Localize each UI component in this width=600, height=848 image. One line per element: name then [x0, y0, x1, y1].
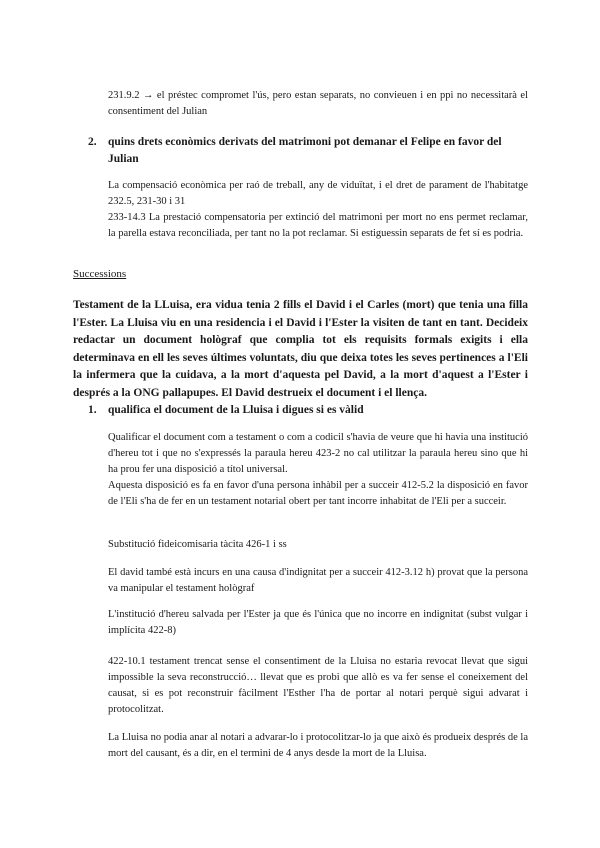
- note-231-9-2: 231.9.2 → el préstec compromet l'ús, pero estan separats, no convieuen i en ppi no necessitarà el consentiment del Julian: [108, 90, 528, 117]
- answer-paragraph-7: La Lluisa no podia anar al notari a advarar-lo i protocolitzar-lo ja que això és produeix després de la mort del causant, és a dir, en el termini de 4 anys desde la mort de la Lluisa.: [108, 732, 528, 759]
- answer-paragraph-4: El david també està incurs en una causa d'indignitat per a succeir 412-3.12 h) provat que la persona va manipular el testament hològraf: [108, 567, 528, 594]
- question-number: 1.: [88, 404, 97, 416]
- question-text: quins drets econòmics derivats del matrimoni pot demanar el Felipe en favor del Julian: [108, 136, 502, 165]
- answer-paragraph-5: L'institució d'hereu salvada per l'Ester ja que és l'única que no incorre en indignitat (subst vulgar i implícita 422-8): [108, 609, 528, 636]
- answer-2-paragraph-1: La compensació econòmica per raó de treball, any de viduïtat, i el dret de parament de l'habitatge 232.5, 231-30 i 31: [108, 180, 528, 207]
- question-number: 2.: [88, 136, 97, 148]
- section-heading: Successions: [73, 268, 127, 280]
- answer-paragraph-6: 422-10.1 testament trencat sense el consentiment de la Lluisa no estaria revocat llevat que sigui impossible la seva reconstrucció… llevat que es probi que allò es va fer sense el coneixement del causat, si es pot reconstruir fàcilment l'Esther l'ha de portar al notari perquè sigui advarat i protocolitzat.: [108, 656, 528, 715]
- answer-2-paragraph-2: 233-14.3 La prestació compensatoria per extinció del matrimoni per mort no ens permet reclamar, la parella estava reconciliada, per tant no la pot reclamar. Si estiguessin separats de fet sí es podria.: [108, 212, 528, 239]
- question-text: qualifica el document de la Lluisa i digues si es vàlid: [108, 404, 364, 416]
- answer-paragraph-2: Aquesta disposició es fa en favor d'una persona inhàbil per a succeir 412-5.2 la disposició en favor de l'Eli s'ha de fer en un testament notarial obert per tant incorre inhabitat de l'Eli per a succeir.: [108, 480, 528, 507]
- question-2: [88, 134, 528, 168]
- answer-paragraph-3: Substitució fideicomisaria tàcita 426-1 i ss: [108, 539, 287, 550]
- case-statement: Testament de la LLuisa, era vidua tenia 2 fills el David i el Carles (mort) que tenia una filla l'Ester. La Lluisa viu en una residencia i el David i l'Ester la visiten de tant en tant. Decideix redactar un document hològraf que complia tot els requisits formals exigits i ella determinava en ell les seves últimes voluntats, diu que deixa totes les seves pertinences a l'Eli la infermera que la cuidava, a la mort d'aquesta pel David, a la mort d'aquest a l'Ester i després a la ONG pallapupes. El David destrueix el document i el llença.: [73, 299, 528, 399]
- answer-paragraph-1: Qualificar el document com a testament o com a codicil s'havia de veure que hi havia una institució d'hereu tot i que no s'expressés la paraula hereu 423-2 no cal utilitzar la paraula hereu sino que hi ha prou fer una disposició a títol universal.: [108, 432, 528, 475]
- question-1: [88, 402, 528, 419]
